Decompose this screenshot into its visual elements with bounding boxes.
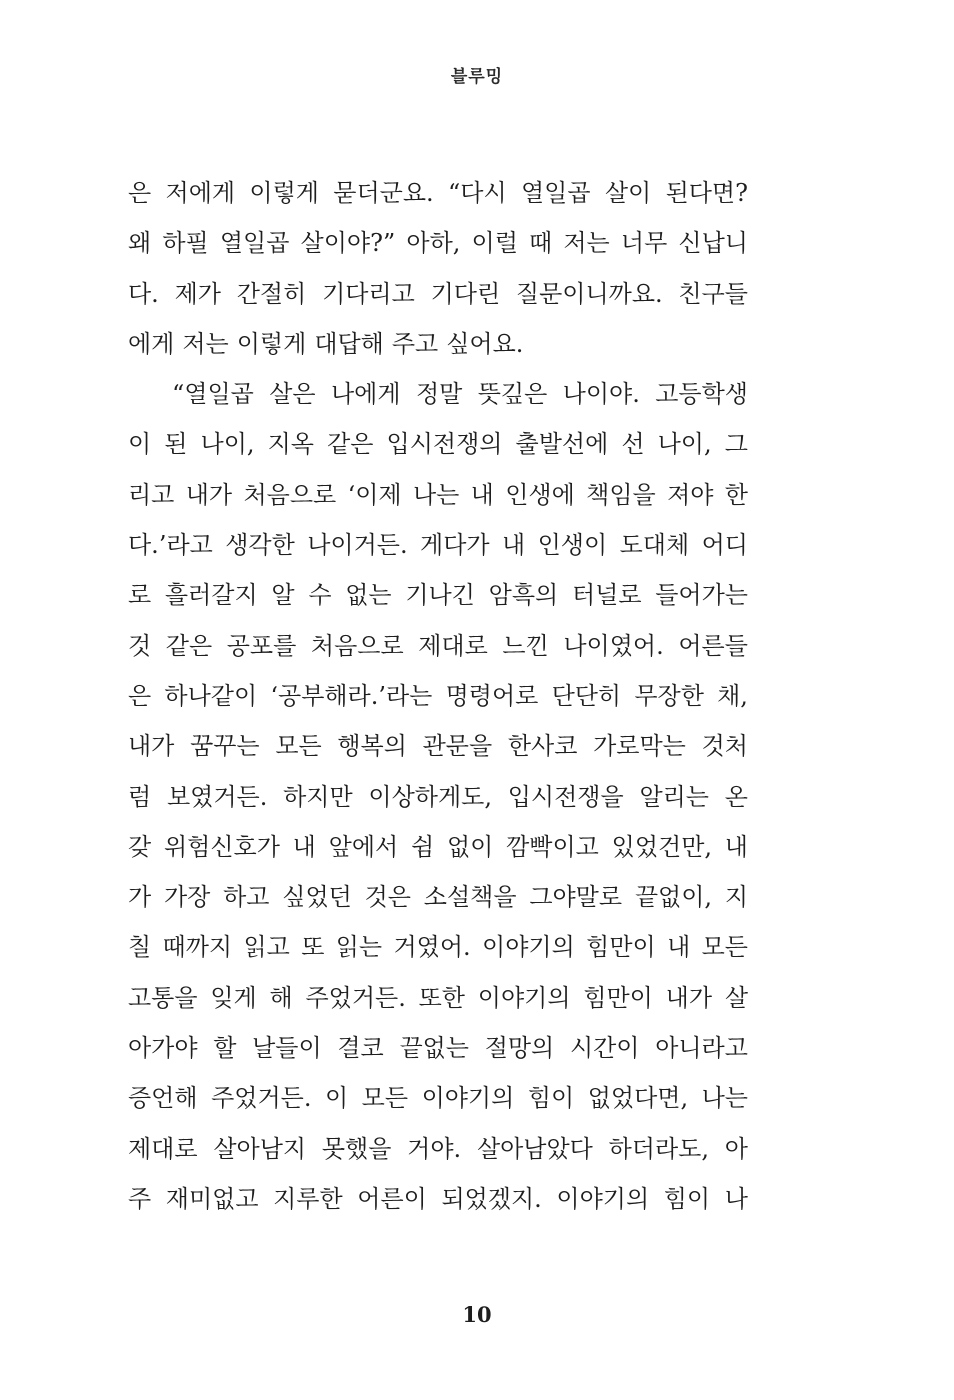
text-word: 알 [271,581,295,610]
running-header: 블루밍 [450,67,504,87]
text-word: 또한 [418,983,465,1012]
text-word: “열일곱 [172,380,254,409]
text-word: 나이, [657,430,712,459]
text-word: 나이야. [562,380,640,409]
text-word: 어디 [701,531,748,560]
text-word: 잊게 [210,983,257,1012]
page-number: 10 [462,1302,492,1327]
text-word: 나이거든. [307,531,408,560]
text-word: 것 [128,631,152,660]
text-word: 결코 [337,1034,384,1063]
text-line [128,319,748,369]
text-word: 온 [724,782,748,811]
text-word: 느낀 [502,631,549,660]
text-word: 에게 [128,329,175,358]
text-word: 리고 [128,480,175,509]
text-word: 거야. [407,1134,462,1163]
text-word: 하필 [162,229,209,258]
text-word: 로 [128,581,152,610]
text-line [128,269,748,319]
text-word: 살아남았다 [476,1134,593,1163]
text-word: 내가 [665,983,713,1012]
text-word: 시간이 [569,1034,640,1063]
text-word: 무장한 [634,681,704,710]
text-word: 모든 [361,1084,409,1113]
text-word: 보였거든. [166,782,268,811]
text-word: 뜻깊은 [477,380,548,409]
text-word: 된 [164,430,188,459]
text-word: 고통을 [128,983,198,1012]
text-word: 내 [292,832,316,861]
text-word: 깜빡이고 [506,832,599,861]
text-line [128,470,748,520]
text-line [128,1124,748,1174]
text-word: 힘이 [663,1184,711,1213]
text-word: 제대로 [128,1134,198,1163]
text-word: 친구들 [678,279,748,308]
text-line [128,1073,748,1123]
text-word: 그야말로 [529,883,623,912]
text-word: 살은 [269,380,316,409]
text-word: 처음으로 [310,631,404,660]
text-word: 살이야?” [300,229,396,258]
text-word: 없는 [345,581,392,610]
text-line [128,218,748,268]
text-word: 주 [128,1184,152,1213]
text-line [128,419,748,469]
text-word: 한사코 [507,732,578,761]
text-word: 이 [128,430,152,459]
text-word: 가 [128,883,152,912]
text-word: 이상하게도, [368,782,492,811]
text-word: 고등학생 [655,380,748,409]
text-word: 인생에 [505,480,575,509]
text-word: 되었겠지. [441,1184,542,1213]
text-word: 해 [269,983,293,1012]
text-word: 같은 [165,631,213,660]
text-word: 소설책을 [423,883,517,912]
text-word: 나는 [412,480,460,509]
text-word: 나이였어. [563,631,664,660]
text-word: 기다리고 [322,279,415,308]
text-word: 그 [724,430,748,459]
text-word: 쉼 [410,832,435,861]
text-word: 끝없는 [399,1034,469,1063]
text-word: 나는 [701,1084,748,1113]
text-word: 내 [724,832,748,861]
text-word: 모든 [701,933,748,962]
text-word: 끝없이, [634,883,713,912]
text-word: 살 [724,983,748,1012]
text-word: 알리는 [639,782,709,811]
text-word: 선 [621,430,645,459]
text-word: 없이 [446,832,494,861]
text-line [128,168,748,218]
text-line [128,721,748,771]
text-line [128,369,748,419]
text-word: ‘공부해라.’라는 [270,681,433,710]
text-word: 저에게 [165,179,236,207]
text-word: 암흑의 [488,581,559,610]
text-word: 너무 [620,229,668,258]
text-word: 꿈꾸는 [190,732,260,761]
text-word: 아니라고 [655,1034,748,1063]
text-line [128,973,748,1023]
text-word: 져야 [667,480,714,509]
text-word: 하더라도, [608,1134,709,1163]
text-word: 다. [128,279,159,308]
text-word: 이야기의 [477,983,571,1012]
text-word: 위험신호가 [163,832,280,861]
text-word: 입시전쟁을 [507,782,624,811]
text-word: 은 [128,179,152,207]
text-word: 명령어로 [445,681,539,710]
text-word: 하고 [223,883,270,912]
text-line [128,772,748,822]
text-word: 아하, [406,229,461,258]
text-word: 지루한 [273,1184,343,1213]
text-word: 이야기의 [421,1084,515,1113]
text-word: 하나같이 [164,681,258,710]
text-word: 아가야 [128,1034,198,1063]
text-word: 거였어. [393,933,471,962]
text-word: 제가 [174,279,221,308]
text-word: 지옥 [267,430,314,459]
text-word: 증언해 [128,1084,198,1113]
text-word: 어른이 [357,1184,427,1213]
text-word: 어른들 [678,631,748,660]
text-word: 질문이니까요. [515,279,663,308]
text-word: 또 [301,933,325,962]
text-word: 이야기의 [482,933,575,962]
text-line [128,570,748,620]
text-line [128,621,748,671]
text-word: 나이, [200,430,255,459]
text-line [128,1023,748,1073]
text-word: 아 [724,1134,748,1163]
text-word: 인생이 [537,531,608,560]
text-word: 힘이 [527,1084,575,1113]
text-word: 살이 [604,179,652,207]
text-word: 모든 [275,732,322,761]
text-line [128,922,748,972]
text-word: 나 [724,1184,748,1213]
text-word: 수 [308,581,332,610]
text-word: 열일곱 [219,229,290,258]
text-word: 앞에서 [328,832,399,861]
text-word: 터널로 [571,581,642,610]
text-line [128,520,748,570]
text-word: 이렇게 [249,179,319,207]
text-word: 내가 [185,480,233,509]
text-word: 없었다면, [587,1084,689,1113]
text-word: 힘만이 [583,983,653,1012]
text-word: 할 [213,1034,237,1063]
text-word: 읽고 [243,933,290,962]
text-line [128,822,748,872]
text-word: 가로막는 [593,732,686,761]
text-word: 관문을 [422,732,493,761]
text-word: 지 [724,883,748,912]
text-word: 것처 [701,732,748,761]
text-word: 된다면? [665,179,748,207]
text-word: 내 [470,480,494,509]
text-word: 입시전쟁의 [386,430,503,459]
text-word: 게다가 [420,531,490,560]
text-word: 단단히 [551,681,622,710]
text-word: 하지만 [283,782,353,811]
text-word: “다시 [448,179,507,207]
text-word: 이렇게 [236,329,307,358]
text-word: 럼 [128,782,152,811]
text-word: 저는 [182,329,229,358]
text-word: 나에게 [330,380,401,409]
text-word: 묻더군요. [333,179,434,207]
text-word: 재미없고 [165,1184,259,1213]
text-word: 신납니 [678,229,748,258]
text-word: 날들이 [252,1034,322,1063]
text-word: 기나긴 [405,581,475,610]
text-word: 왜 [128,229,152,258]
text-line [128,671,748,721]
text-word: 내 [667,933,691,962]
text-word: 대답해 [314,329,384,358]
text-word: 내가 [128,732,175,761]
text-word: 은 [128,681,152,710]
body-text [128,168,748,1224]
text-word: 이야기의 [556,1184,650,1213]
text-line [128,1174,748,1224]
text-word: 가장 [163,883,211,912]
text-word: 도대체 [619,531,690,560]
text-word: 내 [502,531,526,560]
text-word: 같은 [327,430,374,459]
text-word: 읽는 [335,933,383,962]
text-word: 다.’라고 [128,531,213,560]
text-word: 갖 [128,832,152,861]
text-word: 싶었던 [282,883,352,912]
text-word: 때 [529,229,553,258]
text-word: 이 [324,1084,349,1113]
text-word: 싶어요. [446,329,524,358]
text-word: 행복의 [337,732,407,761]
text-word: 한 [724,480,748,509]
text-word: 절망의 [484,1034,555,1063]
text-word: 생각한 [225,531,295,560]
text-word: 제대로 [418,631,488,660]
text-word: 못했을 [321,1134,392,1163]
text-word: 주었거든. [211,1084,312,1113]
text-word: 열일곱 [520,179,591,207]
text-word: 힘만이 [586,933,656,962]
text-word: 채, [717,681,748,710]
text-word: 공포를 [226,631,297,660]
text-word: 책임을 [586,480,656,509]
text-word: 있었건만, [611,832,713,861]
text-word: 정말 [415,380,463,409]
text-word: 저는 [563,229,610,258]
text-word: 들어가는 [655,581,748,610]
text-word: 흘러갈지 [164,581,258,610]
text-word: 것은 [364,883,411,912]
text-word: ‘이제 [347,480,402,509]
text-word: 때까지 [162,933,233,962]
text-word: 이럴 [471,229,518,258]
text-word: 칠 [128,933,152,962]
text-word: 주고 [391,329,439,358]
text-line [128,872,748,922]
text-word: 주었거든. [305,983,406,1012]
text-word: 간절히 [236,279,307,308]
text-word: 기다린 [430,279,501,308]
text-word: 처음으로 [243,480,337,509]
text-word: 살아남지 [213,1134,307,1163]
text-word: 출발선에 [515,430,609,459]
